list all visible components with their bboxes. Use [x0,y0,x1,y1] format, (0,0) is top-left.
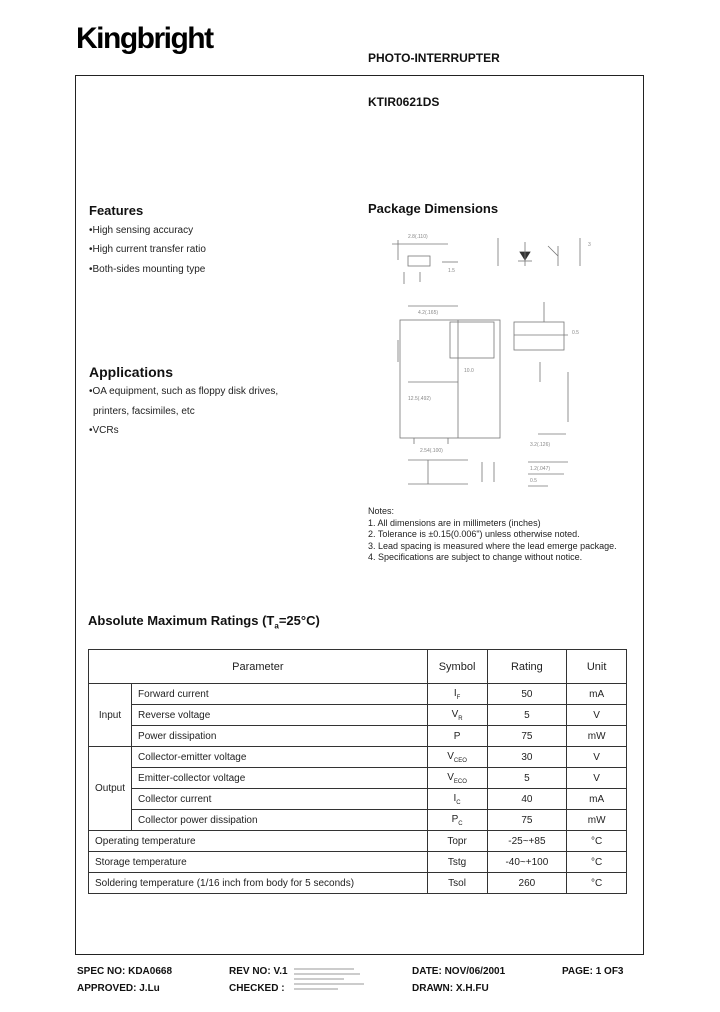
symbol-text: V [451,708,459,720]
symbol-cell [427,768,487,789]
symbol-cell [427,873,487,894]
rating-cell: -25~+85 [487,831,567,852]
symbol-subscript: C [456,799,461,806]
symbol-cell [427,747,487,768]
unit-cell: V [567,705,627,726]
symbol-subscript: ECO [453,778,467,785]
symbol-text: V [447,771,454,783]
kingbright-logo: Kingbright [76,22,213,55]
table-row [89,810,627,831]
note-item: 3. Lead spacing is measured where the lead emerge package. [368,540,617,551]
approved-by: APPROVED: J.Lu [77,983,160,994]
parameter-cell: Reverse voltage [132,705,428,726]
symbol-subscript: CEO [453,757,467,764]
table-row [89,789,627,810]
note-item: 1. All dimensions are in millimeters (inches) [368,517,541,528]
svg-text:3: 3 [588,242,591,248]
page-number: PAGE: 1 OF3 [562,966,624,977]
column-header-symbol: Symbol [427,650,487,684]
spec-number: SPEC NO: KDA0668 [77,966,173,977]
parameter-cell: Collector current [132,789,428,810]
column-header-rating: Rating [487,650,567,684]
part-number: KTIR0621DS [368,95,440,109]
applications-heading: Applications [89,364,174,380]
application-item: •OA equipment, such as floppy disk drives, [89,386,279,397]
parameter-cell: Soldering temperature (1/16 inch from body for 5 seconds) [89,873,428,894]
svg-text:12.5(.492): 12.5(.492) [408,396,431,402]
rating-cell: 75 [487,810,567,831]
svg-text:4.2(.165): 4.2(.165) [418,310,439,316]
unit-cell: mA [567,684,627,705]
symbol-text: Topr [447,835,467,847]
table-row [89,768,627,789]
symbol-subscript: C [458,820,463,827]
parameter-cell: Collector-emitter voltage [132,747,428,768]
svg-text:3.2(.126): 3.2(.126) [530,442,551,448]
unit-cell: °C [567,852,627,873]
checked-by: CHECKED : [229,983,285,994]
table-row [89,852,627,873]
table-row [89,726,627,747]
revision-number: REV NO: V.1 [229,966,288,977]
application-item: •VCRs [89,425,119,436]
svg-text:2.8(.110): 2.8(.110) [408,234,428,240]
symbol-cell [427,705,487,726]
symbol-text: Tsol [448,877,466,889]
group-label-output: Output [89,747,132,831]
symbol-text: P [451,813,459,825]
svg-text:0.5: 0.5 [530,478,537,484]
rating-cell: 75 [487,726,567,747]
symbol-text: I [453,792,457,804]
rating-cell: 5 [487,705,567,726]
svg-text:1.2(.047): 1.2(.047) [530,466,551,472]
parameter-cell: Storage temperature [89,852,428,873]
svg-text:0.5: 0.5 [572,330,579,336]
package-dimensions-heading: Package Dimensions [368,201,499,216]
svg-text:1.5: 1.5 [448,268,455,274]
approval-stamp [294,966,369,994]
symbol-cell [427,810,487,831]
package-dimension-drawing [368,222,608,502]
ratings-heading: Absolute Maximum Ratings $(T_a=25^\circ C)$ [88,613,320,631]
unit-cell: °C [567,831,627,852]
symbol-text: V [447,750,454,762]
document-date: DATE: NOV/06/2001 [412,966,506,977]
svg-text:2.54(.100): 2.54(.100) [420,448,443,454]
rating-cell: 260 [487,873,567,894]
note-item: 2. Tolerance is ±0.15(0.006") unless otherwise noted. [368,529,580,539]
symbol-subscript: R [458,715,463,722]
parameter-cell: Power dissipation [132,726,428,747]
table-row [89,873,627,894]
parameter-cell: Collector power dissipation [132,810,428,831]
notes-heading: Notes: [368,506,395,516]
table-row [89,831,627,852]
parameter-cell: Operating temperature [89,831,428,852]
rating-cell: 30 [487,747,567,768]
unit-cell: mW [567,726,627,747]
symbol-cell [427,831,487,852]
symbol-cell [427,684,487,705]
unit-cell: V [567,768,627,789]
rating-cell: 40 [487,789,567,810]
column-header-parameter: Parameter [89,650,428,684]
features-heading: Features [89,203,144,218]
feature-item: •High sensing accuracy [89,225,194,236]
rating-cell: 50 [487,684,567,705]
svg-text:10.0: 10.0 [464,368,474,374]
application-item: printers, facsimiles, etc [93,406,195,417]
drawn-by: DRAWN: X.H.FU [412,983,489,994]
document-title: PHOTO-INTERRUPTER [368,51,500,65]
feature-item: •High current transfer ratio [89,244,206,255]
symbol-text: Tstg [447,856,467,868]
table-row [89,684,627,705]
feature-item: •Both-sides mounting type [89,264,206,275]
table-row [89,705,627,726]
symbol-text: P [453,730,461,742]
parameter-cell: Forward current [132,684,428,705]
symbol-cell [427,852,487,873]
symbol-subscript: F [456,694,461,701]
unit-cell: °C [567,873,627,894]
column-header-unit: Unit [567,650,627,684]
symbol-cell [427,789,487,810]
parameter-cell: Emitter-collector voltage [132,768,428,789]
absolute-max-ratings-table [88,649,627,894]
unit-cell: mW [567,810,627,831]
note-item: 4. Specifications are subject to change without notice. [368,552,583,562]
unit-cell: V [567,747,627,768]
rating-cell: 5 [487,768,567,789]
package-notes [368,506,638,564]
group-label-input: Input [89,684,132,747]
table-row [89,747,627,768]
unit-cell: mA [567,789,627,810]
symbol-text: I [453,687,457,699]
symbol-cell [427,726,487,747]
rating-cell: -40~+100 [487,852,567,873]
table-header-row [89,650,627,684]
